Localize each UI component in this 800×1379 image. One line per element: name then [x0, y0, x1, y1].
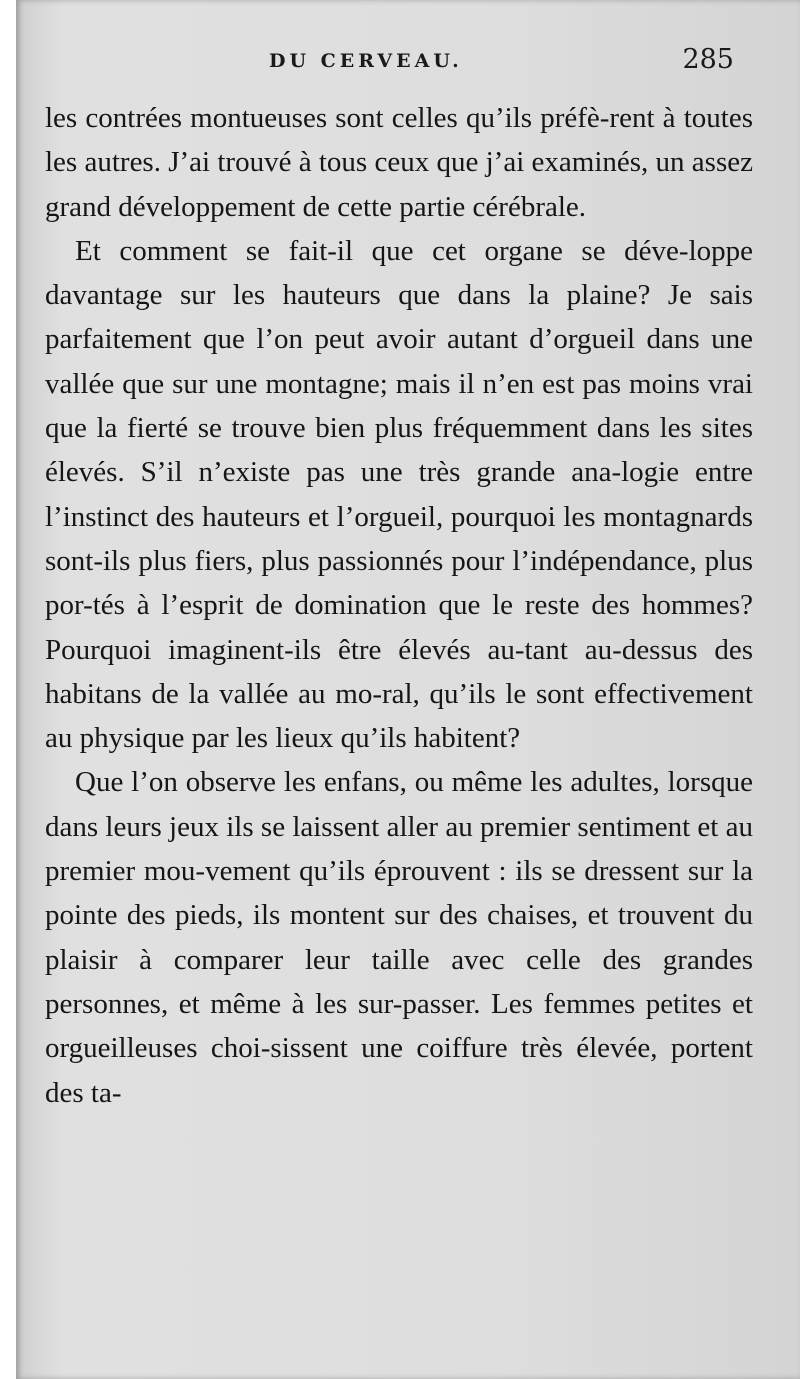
- page-number: 285: [682, 44, 734, 75]
- book-page: [16, 0, 800, 1379]
- paragraph-3: Que l’on observe les enfans, ou même les adultes, lorsque dans leurs jeux ils se laissent aller au premier sentiment et au premier mou-vement qu’ils éprouvent : ils se dressent sur la pointe des pieds, ils montent sur des chaises, et trouvent du plaisir à comparer leur taille avec celle des grandes personnes, et même à les sur-passer. Les femmes petites et orgueilleuses choi-sissent une coiffure très élevée, portent des ta-: [45, 766, 753, 1109]
- body-text: [45, 96, 753, 1115]
- paragraph-2: Et comment se fait-il que cet organe se déve-loppe davantage sur les hauteurs que dans la plaine? Je sais parfaitement que l’on peut avoir autant d’orgueil dans une vallée que sur une montagne; mais il n’en est pas moins vrai que la fierté se trouve bien plus fréquemment dans les sites élevés. S’il n’existe pas une très grande ana-logie entre l’instinct des hauteurs et l’orgueil, pourquoi les montagnards sont-ils plus fiers, plus passionnés pour l’indépendance, plus por-tés à l’esprit de domination que le reste des hommes? Pourquoi imaginent-ils être élevés au-tant au-dessus des habitans de la vallée au mo-ral, qu’ils le sont effectivement au physique par les lieux qu’ils habitent?: [45, 234, 753, 755]
- page-header: [16, 44, 800, 78]
- running-head: DU CERVEAU.: [269, 50, 463, 72]
- paragraph-1: les contrées montueuses sont celles qu’ils préfè-rent à toutes les autres. J’ai trouvé à tous ceux que j’ai examinés, un assez grand développement de cette partie cérébrale.: [45, 102, 753, 223]
